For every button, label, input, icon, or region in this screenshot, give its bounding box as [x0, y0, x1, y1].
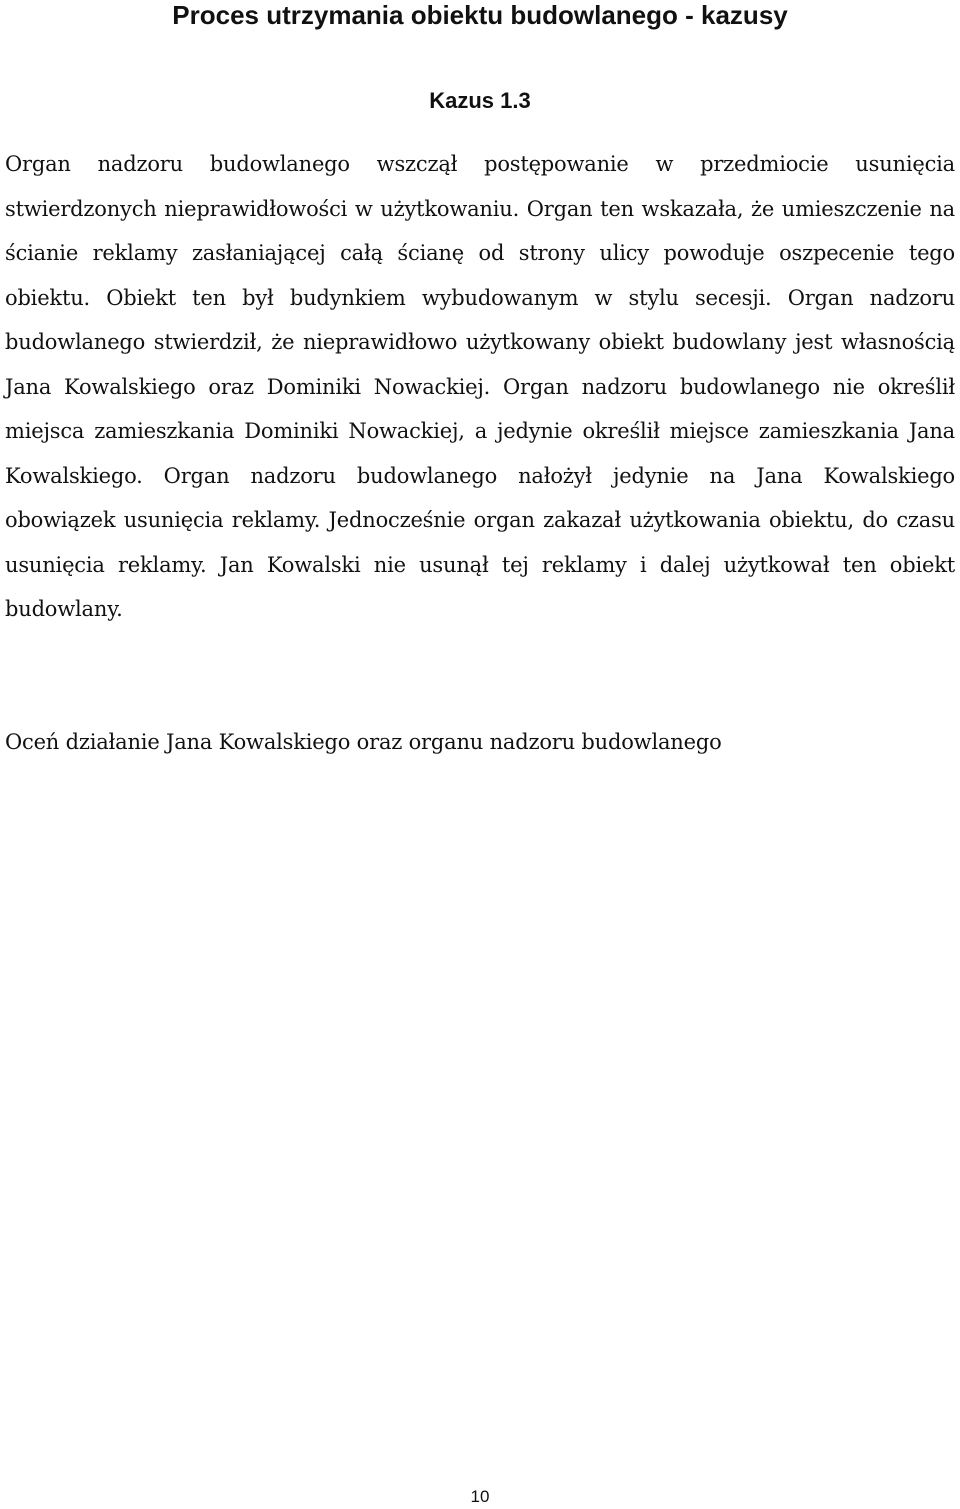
case-description-paragraph: Organ nadzoru budowlanego wszczął postępowanie w przedmiocie usunięcia stwierdzonych nieprawidłowości w użytkowaniu. Organ ten wskazała, że umieszczenie na ścianie reklamy zasłaniającej całą ścianę od strony ulicy powoduje oszpecenie tego obiektu. Obiekt ten był budynkiem wybudowanym w stylu secesji. Organ nadzoru budowlanego stwierdził, że nieprawidłowo użytkowany obiekt budowlany jest własnością Jana Kowalskiego oraz Dominiki Nowackiej. Organ nadzoru budowlanego nie określił miejsca zamieszkania Dominiki Nowackiej, a jedynie określił miejsce zamieszkania Jana Kowalskiego. Organ nadzoru budowlanego nałożył jedynie na Jana Kowalskiego obowiązek usunięcia reklamy. Jednocześnie organ zakazał użytkowania obiektu, do czasu usunięcia reklamy. Jan Kowalski nie usunął tej reklamy i dalej użytkował ten obiekt budowlany. [5, 152, 955, 621]
page-number: 10 [470, 1487, 490, 1506]
document-title: Proces utrzymania obiektu budowlanego - kazusy [172, 0, 788, 30]
task-instruction: Oceń działanie Jana Kowalskiego oraz organu nadzoru budowlanego [5, 730, 722, 754]
case-heading: Kazus 1.3 [429, 88, 531, 113]
